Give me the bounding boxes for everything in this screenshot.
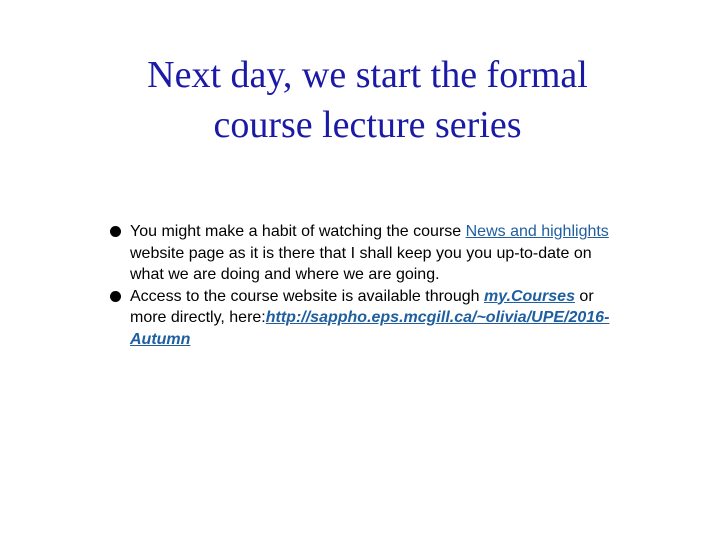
course-website-url-link[interactable]: http://sappho.eps.mcgill.ca/~olivia/UPE/2016-Autumn xyxy=(130,309,610,348)
slide-title xyxy=(100,50,635,150)
bullet-text-middle: or more directly, here: xyxy=(130,287,594,326)
bullet-text-before: Access to the course website is available through xyxy=(130,287,484,305)
bullet-dot-icon xyxy=(110,226,121,237)
bullet-list xyxy=(110,221,610,350)
bullet-item-access xyxy=(110,286,610,351)
bullet-dot-icon xyxy=(110,291,121,302)
news-and-highlights-link[interactable]: News and highlights xyxy=(465,223,609,240)
mycourses-link[interactable]: my.Courses xyxy=(483,287,575,305)
slide-title-line1: Next day, we start the formal xyxy=(147,54,588,96)
bullet-text-after: website page as it is there that I shall keep you you up-to-date on what we are doing and where we are going. xyxy=(130,244,592,283)
bullet-text-before: You might make a habit of watching the course xyxy=(130,223,466,240)
bullet-item-news xyxy=(110,221,610,286)
slide-title-line2: course lecture series xyxy=(213,104,522,146)
